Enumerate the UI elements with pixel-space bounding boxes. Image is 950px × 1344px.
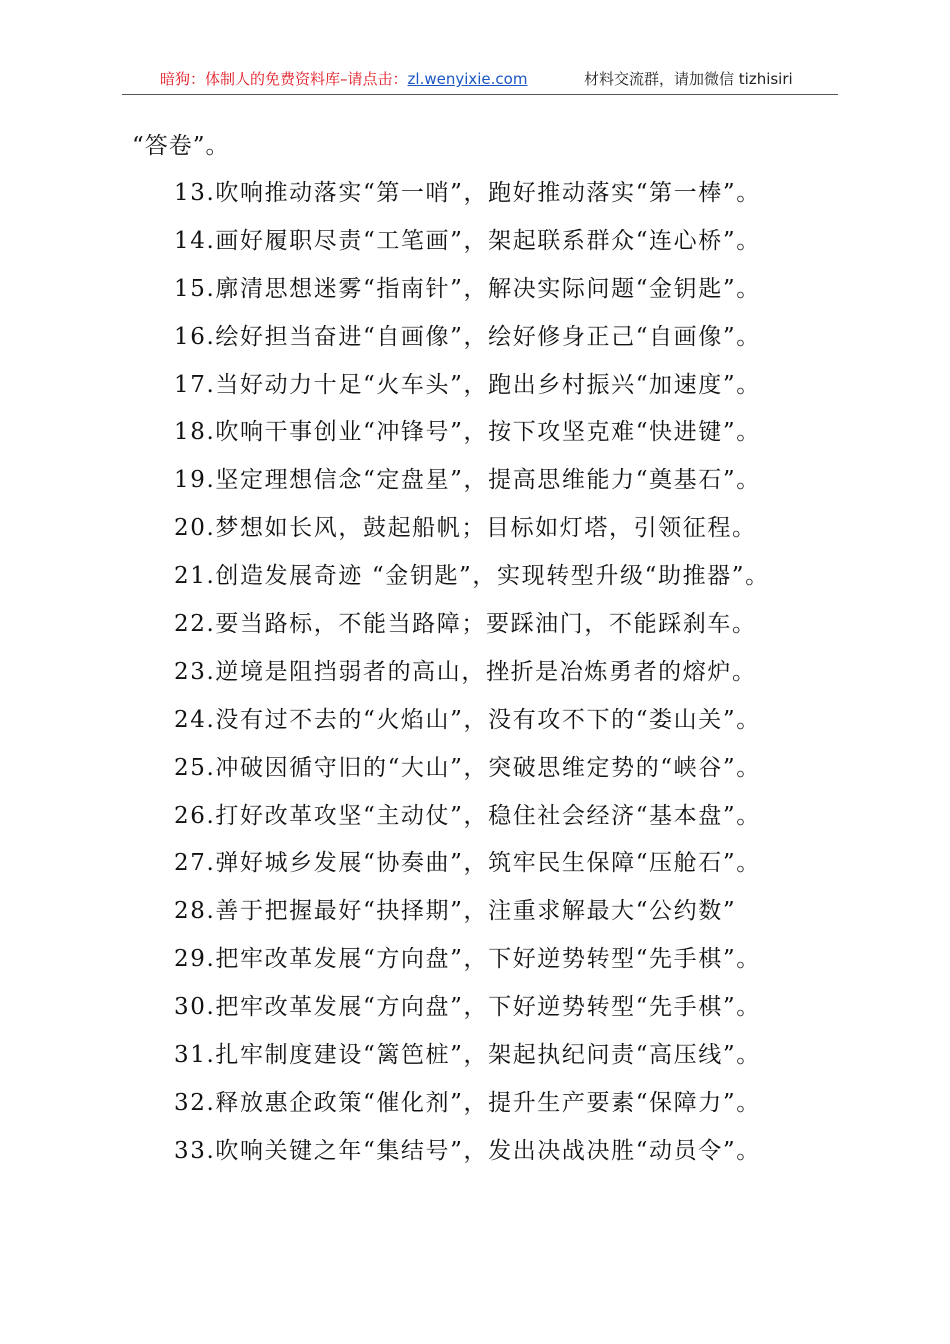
list-item: 20.梦想如长风，鼓起船帆；目标如灯塔，引领征程。 <box>174 515 757 542</box>
slogan-list <box>174 173 824 1179</box>
list-item: 31.扎牢制度建设“篱笆桩”，架起执纪问责“高压线”。 <box>174 1042 761 1069</box>
list-item: 25.冲破因循守旧的“大山”，突破思维定势的“峡谷”。 <box>174 754 761 781</box>
header-brand-text: 暗狗：体制人的免费资料库 <box>160 70 341 88</box>
list-item: 24.没有过不去的“火焰山”，没有攻不下的“娄山关”。 <box>174 706 761 733</box>
list-item: 13.吹响推动落实“第一哨”，跑好推动落实“第一棒”。 <box>174 180 761 206</box>
list-item: 14.画好履职尽责“工笔画”，架起联系群众“连心桥”。 <box>174 227 761 254</box>
list-item: 32.释放惠企政策“催化剂”，提升生产要素“保障力”。 <box>174 1089 761 1116</box>
list-item: 16.绘好担当奋进“自画像”，绘好修身正己“自画像”。 <box>174 323 761 350</box>
list-item: 26.打好改革攻坚“主动仗”，稳住社会经济“基本盘”。 <box>174 802 761 829</box>
page-header <box>122 64 838 95</box>
header-brand <box>160 64 527 94</box>
list-item: 22.要当路标，不能当路障；要踩油门，不能踩刹车。 <box>174 611 757 638</box>
list-item: 27.弹好城乡发展“协奏曲”，筑牢民生保障“压舱石”。 <box>174 850 761 877</box>
list-item: 23.逆境是阻挡弱者的高山，挫折是冶炼勇者的熔炉。 <box>174 658 757 685</box>
header-site-link[interactable]: zl.wenyixie.com <box>407 70 528 88</box>
list-item: 21.创造发展奇迹 “金钥匙”，实现转型升级“助推器”。 <box>174 563 770 590</box>
list-item: 30.把牢改革发展“方向盘”，下好逆势转型“先手棋”。 <box>174 994 761 1021</box>
list-item: 17.当好动力十足“火车头”，跑出乡村振兴“加速度”。 <box>174 371 761 398</box>
list-item: 29.把牢改革发展“方向盘”，下好逆势转型“先手棋”。 <box>174 946 761 973</box>
header-click-prompt: –请点击： <box>340 70 408 88</box>
list-item: 28.善于把握最好“抉择期”，注重求解最大“公约数” <box>174 898 737 925</box>
list-item: 18.吹响干事创业“冲锋号”，按下攻坚克难“快进键”。 <box>174 419 761 446</box>
list-item: 15.廓清思想迷雾“指南针”，解决实际问题“金钥匙”。 <box>174 275 761 302</box>
header-contact: 材料交流群，请加微信 tizhisiri <box>584 70 793 88</box>
list-item: 33.吹响关键之年“集结号”，发出决战决胜“动员令”。 <box>174 1137 761 1164</box>
continuation-line: “答卷”。 <box>132 133 230 159</box>
list-item: 19.坚定理想信念“定盘星”，提高思维能力“奠基石”。 <box>174 467 761 494</box>
